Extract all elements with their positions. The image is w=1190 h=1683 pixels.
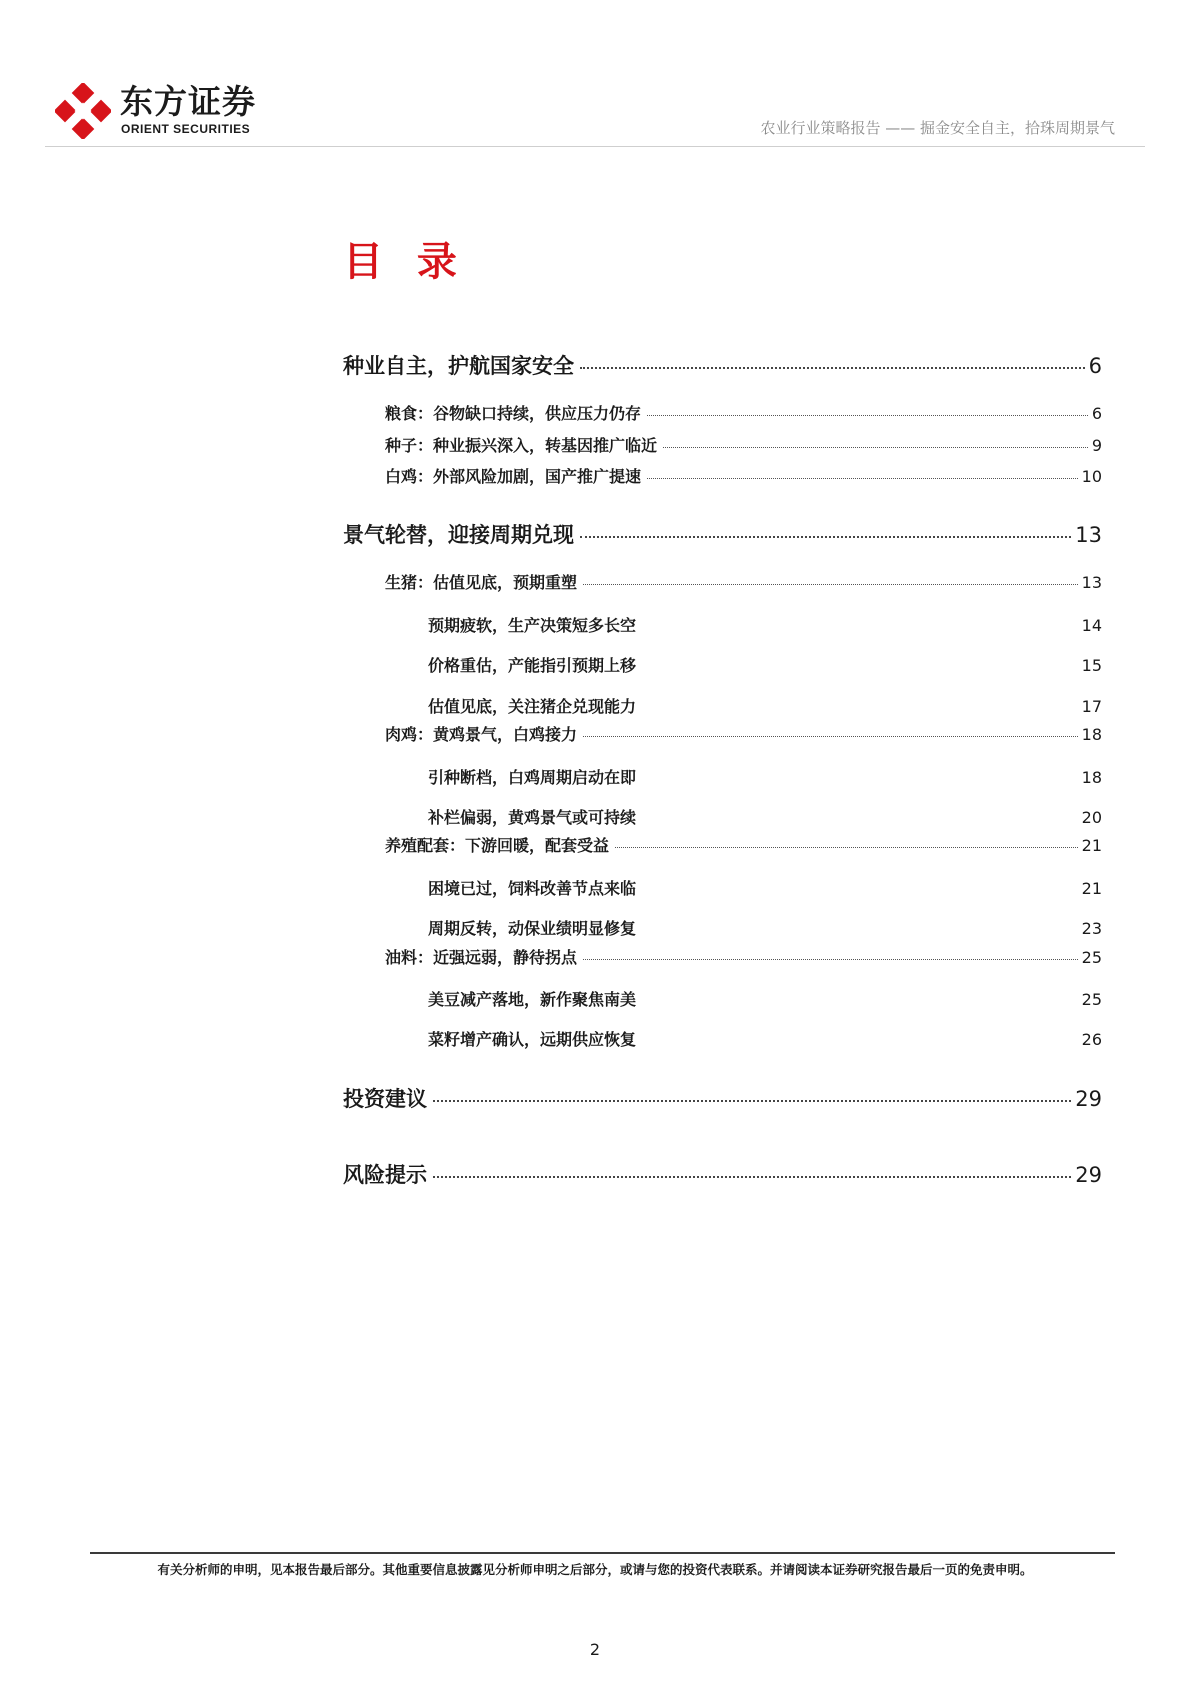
toc-entry-title: 油料：近强远弱，静待拐点 — [385, 948, 578, 967]
toc-entry-title: 周期反转，动保业绩明显修复 — [428, 919, 637, 938]
toc-leader-dots — [583, 959, 1078, 960]
toc-entry-page: 21 — [1081, 879, 1102, 898]
toc-entry-title: 种业自主，护航国家安全 — [343, 354, 574, 378]
toc-entry[interactable] — [385, 436, 1102, 456]
toc-leader-dots — [433, 1100, 1071, 1102]
toc-entry[interactable] — [428, 990, 1102, 1010]
toc-entry-page: 6 — [1088, 354, 1102, 378]
toc-entry-page: 9 — [1091, 436, 1102, 455]
toc-entry-title: 粮食：谷物缺口持续，供应压力仍存 — [385, 404, 642, 423]
toc-entry[interactable] — [385, 948, 1102, 968]
toc-entry-title: 价格重估，产能指引预期上移 — [428, 656, 637, 675]
toc-entry-title: 种子：种业振兴深入，转基因推广临近 — [385, 436, 658, 455]
toc-entry-title: 风险提示 — [343, 1163, 427, 1187]
footer-disclaimer: 有关分析师的申明，见本报告最后部分。其他重要信息披露见分析师申明之后部分，或请与您的投资代表联系。并请阅读本证券研究报告最后一页的免责申明。 — [157, 1562, 1033, 1577]
toc-entry[interactable] — [428, 879, 1102, 899]
toc-entry-page: 15 — [1081, 656, 1102, 675]
toc-entry[interactable] — [343, 1162, 1102, 1188]
toc-entry-title: 景气轮替，迎接周期兑现 — [343, 523, 574, 547]
toc-entry[interactable] — [428, 1030, 1102, 1050]
toc-leader-dots — [433, 1176, 1071, 1178]
toc-entry[interactable] — [428, 768, 1102, 788]
toc-entry-title: 引种断档，白鸡周期启动在即 — [428, 768, 637, 787]
toc-entry[interactable] — [385, 404, 1102, 424]
toc-entry[interactable] — [428, 808, 1102, 828]
toc-entry[interactable] — [385, 573, 1102, 593]
toc-entry-page: 6 — [1091, 404, 1102, 423]
toc-entry[interactable] — [343, 522, 1102, 548]
toc-entry-page: 29 — [1075, 1087, 1102, 1111]
logo-chinese-name: 东方证券 — [120, 82, 256, 121]
toc-entry-page: 13 — [1075, 523, 1102, 547]
toc-entry[interactable] — [385, 725, 1102, 745]
toc-entry-page: 13 — [1081, 573, 1102, 592]
toc-leader-dots — [615, 847, 1078, 848]
toc-entry[interactable] — [343, 353, 1102, 379]
toc-entry-title: 投资建议 — [343, 1087, 427, 1111]
toc-entry-page: 26 — [1081, 1030, 1102, 1049]
toc-entry[interactable] — [428, 697, 1102, 717]
toc-leader-dots — [583, 736, 1078, 737]
toc-entry[interactable] — [385, 467, 1102, 487]
toc-entry-page: 29 — [1075, 1163, 1102, 1187]
toc-entry[interactable] — [428, 616, 1102, 636]
toc-leader-dots — [580, 367, 1085, 369]
toc-entry-page: 23 — [1081, 919, 1102, 938]
toc-entry-title: 美豆减产落地，新作聚焦南美 — [428, 990, 637, 1009]
toc-heading: 目 录 — [343, 239, 467, 285]
toc-entry-page: 20 — [1081, 808, 1102, 827]
toc-entry-page: 17 — [1081, 697, 1102, 716]
toc-leader-dots — [647, 478, 1078, 479]
toc-leader-dots — [647, 415, 1088, 416]
toc-leader-dots — [583, 584, 1078, 585]
toc-entry[interactable] — [428, 656, 1102, 676]
page-number: 2 — [589, 1640, 601, 1659]
logo-english-name: ORIENT SECURITIES — [121, 122, 251, 136]
toc-entry-title: 预期疲软，生产决策短多长空 — [428, 616, 637, 635]
toc-entry-title: 肉鸡：黄鸡景气，白鸡接力 — [385, 725, 578, 744]
toc-entry-page: 10 — [1081, 467, 1102, 486]
toc-entry-title: 困境已过，饲料改善节点来临 — [428, 879, 637, 898]
toc-entry-title: 白鸡：外部风险加剧，国产推广提速 — [385, 467, 642, 486]
toc-entry-page: 18 — [1081, 768, 1102, 787]
toc-entry-page: 18 — [1081, 725, 1102, 744]
toc-entry-title: 补栏偏弱，黄鸡景气或可持续 — [428, 808, 637, 827]
toc-entry-title: 估值见底，关注猪企兑现能力 — [428, 697, 637, 716]
toc-entry[interactable] — [343, 1086, 1102, 1112]
toc-entry-title: 生猪：估值见底，预期重塑 — [385, 573, 578, 592]
toc-entry-title: 菜籽增产确认，远期供应恢复 — [428, 1030, 637, 1049]
toc-leader-dots — [663, 447, 1088, 448]
toc-entry-page: 14 — [1081, 616, 1102, 635]
toc-entry-page: 25 — [1081, 990, 1102, 1009]
toc-entry-title: 养殖配套：下游回暖，配套受益 — [385, 836, 610, 855]
report-title: 农业行业策略报告 —— 掘金安全自主，拾珠周期景气 — [760, 119, 1115, 137]
toc-entry-page: 21 — [1081, 836, 1102, 855]
toc-entry[interactable] — [428, 919, 1102, 939]
toc-leader-dots — [580, 536, 1071, 538]
toc-entry[interactable] — [385, 836, 1102, 856]
toc-entry-page: 25 — [1081, 948, 1102, 967]
footer-divider — [90, 1552, 1115, 1554]
